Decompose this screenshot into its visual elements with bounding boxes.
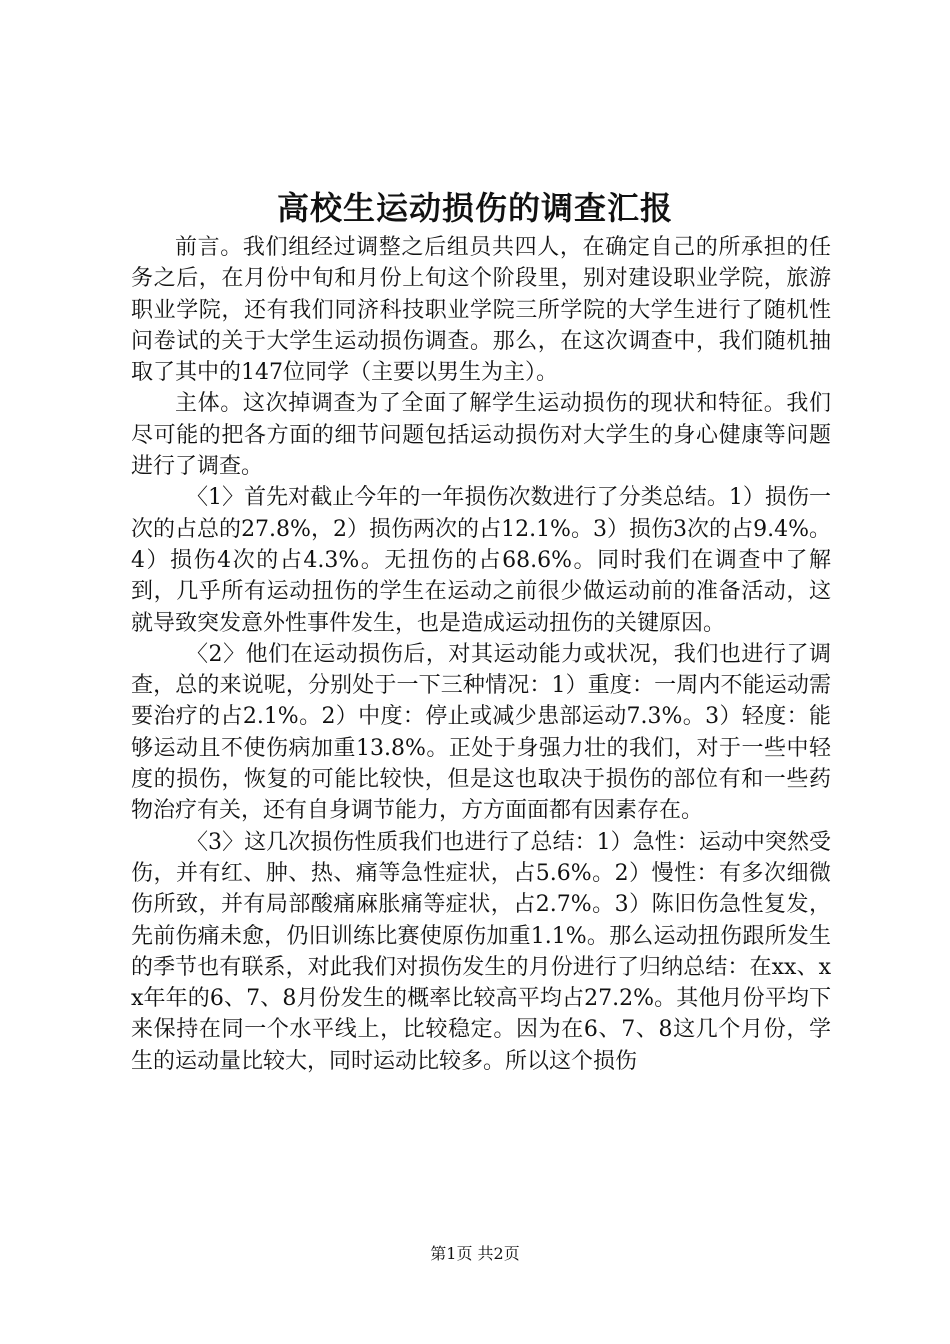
paragraph-section-1: 〈1〉首先对截止今年的一年损伤次数进行了分类总结。1）损伤一次的占总的27.8%，2）损伤两次的占12.1%。3）损伤3次的占9.4%。4）损伤4次的占4.3%。无扭伤的占68.6%。同时我们在调查中了解到，几乎所有运动扭伤的学生在运动之前很少做运动前的准备活动，这就导致突发意外性事件发生，也是造成运动扭伤的关键原因。 bbox=[131, 485, 831, 636]
document-body bbox=[131, 232, 831, 1077]
paragraph-main: 主体。这次掉调查为了全面了解学生运动损伤的现状和特征。我们尽可能的把各方面的细节问题包括运动损伤对大学生的身心健康等问题进行了调查。 bbox=[131, 391, 831, 480]
paragraph-section-2: 〈2〉他们在运动损伤后，对其运动能力或状况，我们也进行了调查，总的来说呢，分别处于一下三种情况：1）重度：一周内不能运动需要治疗的占2.1%。2）中度：停止或减少患部运动7.3%。3）轻度：能够运动且不使伤病加重13.8%。正处于身强力壮的我们，对于一些中轻度的损伤，恢复的可能比较快，但是这也取决于损伤的部位有和一些药物治疗有关，还有自身调节能力，方方面面都有因素存在。 bbox=[131, 641, 831, 824]
page-number-footer: 第1页 共2页 bbox=[430, 1244, 520, 1263]
paragraph-section-3: 〈3〉这几次损伤性质我们也进行了总结：1）急性：运动中突然受伤，并有红、肿、热、痛等急性症状，占5.6%。2）慢性：有多次细微伤所致，并有局部酸痛麻胀痛等症状，占2.7%。3）陈旧伤急性复发，先前伤痛未愈，仍旧训练比赛使原伤加重1.1%。那么运动扭伤跟所发生的季节也有联系，对此我们对损伤发生的月份进行了归纳总结：在xx、xx年年的6、7、8月份发生的概率比较高平均占27.2%。其他月份平均下来保持在同一个水平线上，比较稳定。因为在6、7、8这几个月份，学生的运动量比较大，同时运动比较多。所以这个损伤 bbox=[131, 829, 831, 1074]
paragraph-preface: 前言。我们组经过调整之后组员共四人，在确定自己的所承担的任务之后，在月份中旬和月份上旬这个阶段里，别对建设职业学院，旅游职业学院，还有我们同济科技职业学院三所学院的大学生进行了随机性问卷试的关于大学生运动损伤调查。那么，在这次调查中，我们随机抽取了其中的147位同学（主要以男生为主）。 bbox=[131, 235, 831, 386]
document-title: 高校生运动损伤的调查汇报 bbox=[276, 189, 673, 227]
